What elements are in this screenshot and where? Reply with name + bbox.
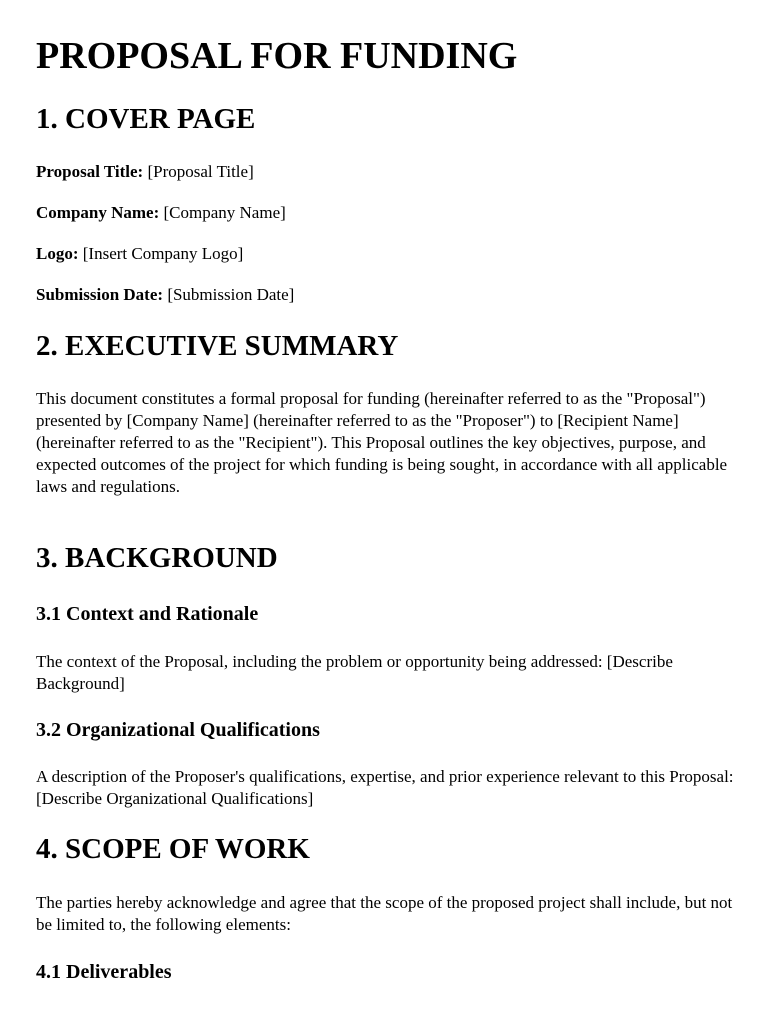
proposal-title-field: [36, 161, 254, 183]
context-rationale-heading: 3.1 Context and Rationale: [36, 603, 259, 625]
context-rationale-body: The context of the Proposal, including the problem or opportunity being addressed: [Describe Background]: [36, 652, 673, 693]
executive-summary-body: This document constitutes a formal proposal for funding (hereinafter referred to as the "Proposal") presented by [Company Name] (hereinafter referred to as the "Proposer") to [Recipient Name] (hereinafter referred to as the "Recipient"). This Proposal outlines the key objectives, purpose, and expected outcomes of the project for which funding is being sought, in accordance with all applicable laws and regulations.: [36, 389, 728, 496]
deliverables-heading: 4.1 Deliverables: [36, 961, 172, 983]
scope-of-work-heading: 4. SCOPE OF WORK: [36, 833, 310, 865]
company-name-value: [Company Name]: [163, 203, 286, 222]
logo-label: Logo:: [36, 244, 79, 263]
logo-value: [Insert Company Logo]: [82, 244, 244, 263]
company-name-field: [36, 202, 286, 224]
company-name-label: Company Name:: [36, 203, 160, 222]
submission-date-field: [36, 284, 294, 306]
document-title: PROPOSAL FOR FUNDING: [36, 35, 518, 77]
scope-of-work-body: The parties hereby acknowledge and agree that the scope of the proposed project shall include, but not be limited to, the following elements:: [36, 893, 733, 934]
organizational-qualifications-heading: 3.2 Organizational Qualifications: [36, 719, 320, 741]
organizational-qualifications-body: A description of the Proposer's qualifications, expertise, and prior experience relevant to this Proposal: [Describe Organizational Qualifications]: [36, 767, 734, 808]
cover-page-heading: 1. COVER PAGE: [36, 103, 256, 135]
proposal-title-value: [Proposal Title]: [147, 162, 254, 181]
submission-date-label: Submission Date:: [36, 285, 164, 304]
logo-field: [36, 243, 243, 265]
submission-date-value: [Submission Date]: [167, 285, 295, 304]
background-heading: 3. BACKGROUND: [36, 542, 278, 574]
executive-summary-heading: 2. EXECUTIVE SUMMARY: [36, 330, 399, 362]
proposal-title-label: Proposal Title:: [36, 162, 144, 181]
